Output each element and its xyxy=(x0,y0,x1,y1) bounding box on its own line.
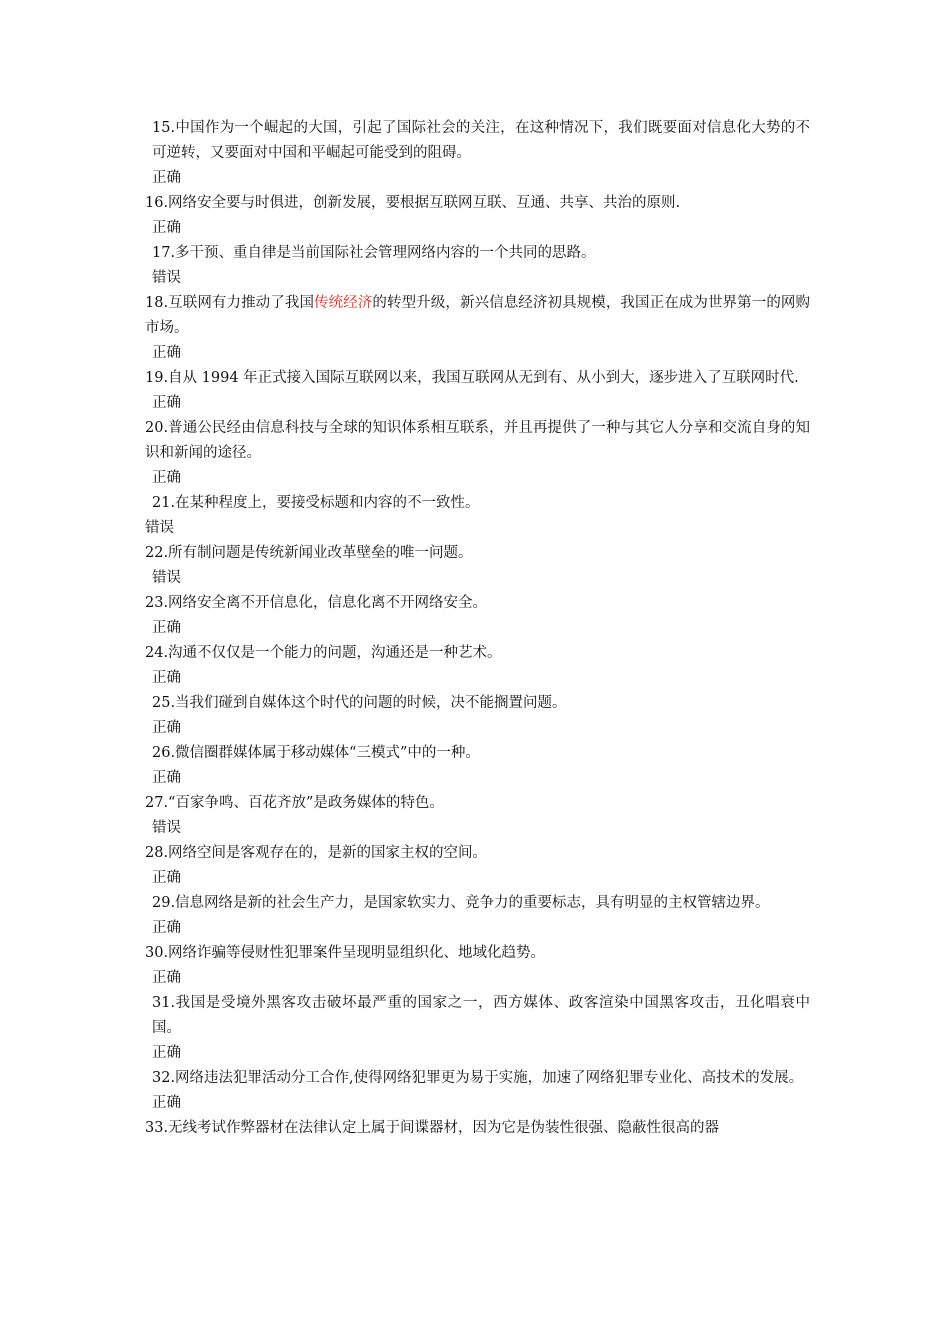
question-22: 22.所有制问题是传统新闻业改革壁垒的唯一问题。 xyxy=(145,545,473,561)
answer-27: 错误 xyxy=(152,820,181,836)
answer-15: 正确 xyxy=(152,170,181,186)
answer-22: 错误 xyxy=(152,570,181,586)
question-15: 15.中国作为一个崛起的大国，引起了国际社会的关注，在这种情况下，我们既要面对信息化大势的不可逆转，又要面对中国和平崛起可能受到的阻碍。 xyxy=(152,120,810,161)
answer-21: 错误 xyxy=(145,520,174,536)
answer-26: 正确 xyxy=(152,770,181,786)
answer-17: 错误 xyxy=(152,270,181,286)
answer-20: 正确 xyxy=(152,470,181,486)
question-29: 29.信息网络是新的社会生产力，是国家软实力、竞争力的重要标志，具有明显的主权管辖边界。 xyxy=(152,895,770,911)
question-17: 17.多干预、重自律是当前国际社会管理网络内容的一个共同的思路。 xyxy=(152,245,596,261)
question-16: 16.网络安全要与时俱进，创新发展，要根据互联网互联、互通、共享、共治的原则. xyxy=(145,195,681,211)
question-26: 26.微信圈群媒体属于移动媒体“三模式”中的一种。 xyxy=(152,745,480,761)
question-18-text-post: 的转型升级，新兴信息经济初具规模，我国正在成为世界第一的网购市场。 xyxy=(145,295,810,336)
question-18 xyxy=(145,291,810,341)
answer-28: 正确 xyxy=(152,870,181,886)
question-33: 33.无线考试作弊器材在法律认定上属于间谍器材，因为它是伪装性很强、隐蔽性很高的器 xyxy=(145,1120,720,1136)
question-30: 30.网络诈骗等侵财性犯罪案件呈现明显组织化、地域化趋势。 xyxy=(145,945,546,961)
answer-32: 正确 xyxy=(152,1095,181,1111)
question-32: 32.网络违法犯罪活动分工合作,使得网络犯罪更为易于实施，加速了网络犯罪专业化、高技术的发展。 xyxy=(152,1070,804,1086)
question-23: 23.网络安全离不开信息化，信息化离不开网络安全。 xyxy=(145,595,488,611)
question-27: 27.“百家争鸣、百花齐放”是政务媒体的特色。 xyxy=(145,795,444,811)
question-24: 24.沟通不仅仅是一个能力的问题，沟通还是一种艺术。 xyxy=(145,645,502,661)
document-page xyxy=(145,116,810,1141)
question-20: 20.普通公民经由信息科技与全球的知识体系相互联系，并且再提供了一种与其它人分享和交流自身的知识和新闻的途径。 xyxy=(145,420,810,461)
answer-23: 正确 xyxy=(152,620,181,636)
question-18-highlight: 传统经济 xyxy=(314,295,373,311)
question-28: 28.网络空间是客观存在的，是新的国家主权的空间。 xyxy=(145,845,488,861)
question-18-text-pre: 18.互联网有力推动了我国 xyxy=(145,295,315,311)
answer-24: 正确 xyxy=(152,670,181,686)
question-31: 31.我国是受境外黑客攻击破坏最严重的国家之一，西方媒体、政客渲染中国黑客攻击，丑化唱衰中国。 xyxy=(152,995,810,1036)
answer-30: 正确 xyxy=(152,970,181,986)
question-21: 21.在某种程度上，要接受标题和内容的不一致性。 xyxy=(152,495,480,511)
answer-31: 正确 xyxy=(152,1045,181,1061)
question-19: 19.自从 1994 年正式接入国际互联网以来，我国互联网从无到有、从小到大，逐步进入了互联网时代. xyxy=(145,370,799,386)
answer-19: 正确 xyxy=(152,395,181,411)
answer-18: 正确 xyxy=(152,345,181,361)
answer-25: 正确 xyxy=(152,720,181,736)
answer-16: 正确 xyxy=(152,220,181,236)
question-25: 25.当我们碰到自媒体这个时代的问题的时候，决不能搁置问题。 xyxy=(152,695,567,711)
answer-29: 正确 xyxy=(152,920,181,936)
